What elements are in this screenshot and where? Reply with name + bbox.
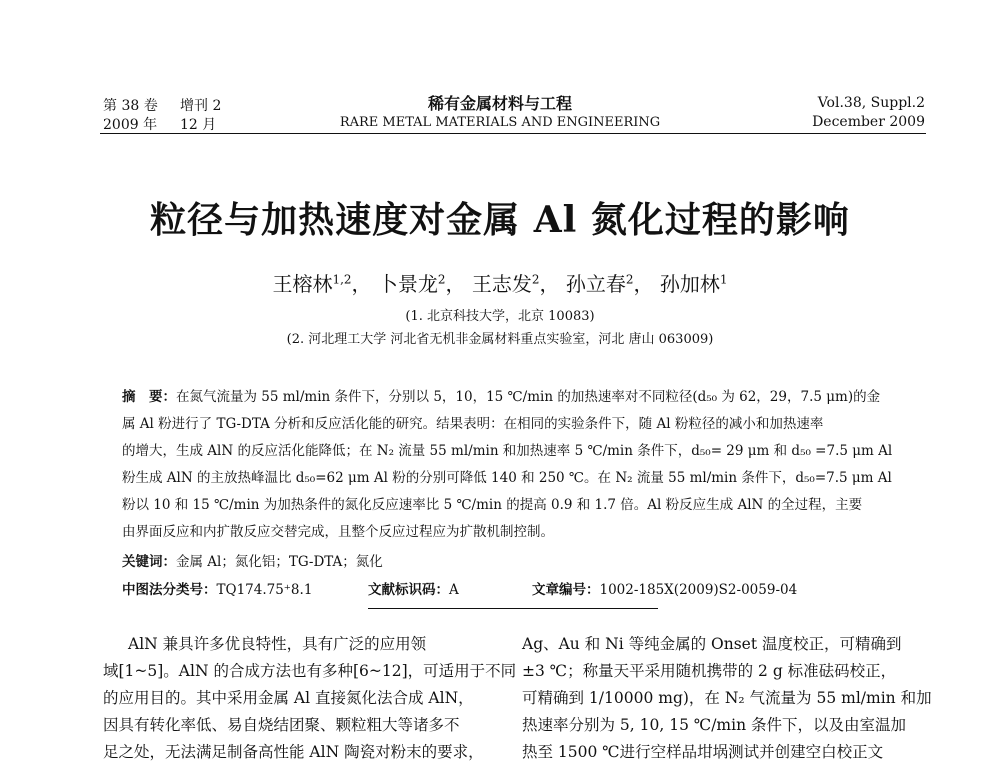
author-1: 王榕林$^{1,2}$ bbox=[272, 272, 352, 296]
body-left-line: AlN 兼具许多优良特性，具有广泛的应用领 bbox=[128, 635, 427, 653]
body-right-line: Ag、Au 和 Ni 等纯金属的 Onset 温度校正，可精确到 bbox=[522, 635, 902, 653]
keywords-label: 关键词： bbox=[122, 554, 176, 570]
abstract-line: 摘 要：在氮气流量为 55 ml/min 条件下，分别以 5，10，15 ℃/min 的加热速率对不同粒径(d₅₀ 为 62，29，7.5 μm)的金 bbox=[122, 389, 881, 405]
date-en: December 2009 bbox=[812, 114, 925, 130]
abstract-line: 粉以 10 和 15 ℃/min 为加热条件的氮化反应速率比 5 ℃/min 的提高 0.9 和 1.7 倍。Al 粉反应生成 AlN 的全过程，主要 bbox=[122, 497, 863, 513]
section-rule bbox=[368, 608, 658, 609]
journal-title-cn: 稀有金属材料与工程 bbox=[427, 94, 572, 113]
body-right-line: ±3 ℃；称量天平采用随机携带的 2 g 标准砝码校正， bbox=[522, 662, 897, 680]
article-number: 文章编号：1002-185X(2009)S2-0059-04 bbox=[532, 582, 798, 598]
author-2: 卜景龙$^2$ bbox=[377, 272, 446, 296]
author-list: 王榕林$^{1,2}$， 卜景龙$^2$， 王志发$^2$， 孙立春$^2$， 孙加林$^1$ bbox=[272, 272, 728, 296]
affiliation-2: (2. 河北理工大学 河北省无机非金属材料重点实验室，河北 唐山 063009) bbox=[286, 332, 714, 347]
abstract-line: 粉生成 AlN 的主放热峰温比 d₅₀=62 μm Al 粉的分别可降低 140 和 250 ℃。在 N₂ 流量 55 ml/min 条件下，d₅₀=7.5 μm Al bbox=[122, 470, 892, 486]
author-3: 王志发$^2$ bbox=[471, 272, 540, 296]
body-right-line: 可精确到 1/10000 mg)，在 N₂ 气流量为 55 ml/min 和加 bbox=[522, 689, 932, 707]
affiliation-1: (1. 北京科技大学，北京 10083) bbox=[405, 309, 595, 324]
body-right-line: 热速率分别为 5, 10, 15 ℃/min 条件下，以及由室温加 bbox=[522, 716, 906, 734]
paper-title: 粒径与加热速度对金属 Al 氮化过程的影响 bbox=[150, 199, 850, 241]
abstract-line: 由界面反应和内扩散反应交替完成，且整个反应过程应为扩散机制控制。 bbox=[122, 524, 554, 540]
abstract-line: 属 Al 粉进行了 TG-DTA 分析和反应活化能的研究。结果表明：在相同的实验条件下，随 Al 粉粒径的减小和加热速率 bbox=[122, 416, 824, 432]
body-left-line: 的应用目的。其中采用金属 Al 直接氮化法合成 AlN， bbox=[103, 689, 474, 707]
abstract-label: 摘 要： bbox=[122, 389, 176, 405]
month-label: 12 月 bbox=[180, 117, 217, 133]
author-5: 孙加林$^1$ bbox=[659, 272, 728, 296]
header-rule bbox=[100, 133, 926, 134]
doc-code: 文献标识码：A bbox=[368, 582, 459, 598]
suppl-label: 增刊 2 bbox=[180, 98, 222, 114]
body-left-line: 域[1~5]。AlN 的合成方法也有多种[6~12]，可适用于不同 bbox=[103, 662, 517, 680]
body-left-line: 因具有转化率低、易自烧结团聚、颗粒粗大等诸多不 bbox=[103, 716, 460, 734]
keywords: 关键词：金属 Al；氮化铝；TG-DTA；氮化 bbox=[122, 554, 383, 570]
volume-en: Vol.38, Suppl.2 bbox=[817, 95, 925, 111]
journal-title-en: RARE METAL MATERIALS AND ENGINEERING bbox=[339, 115, 661, 130]
body-right-line: 热至 1500 ℃进行空样品坩埚测试并创建空白校正文 bbox=[522, 743, 884, 761]
year-label: 2009 年 bbox=[103, 117, 158, 133]
clc-number: 中图法分类号：TQ174.75⁺8.1 bbox=[122, 582, 313, 598]
body-left-line: 足之处，无法满足制备高性能 AlN 陶瓷对粉末的要求， bbox=[103, 743, 484, 761]
author-4: 孙立春$^2$ bbox=[565, 272, 634, 296]
volume-label: 第 38 卷 bbox=[103, 98, 158, 114]
abstract-line: 的增大，生成 AlN 的反应活化能降低；在 N₂ 流量 55 ml/min 和加热速率 5 ℃/min 条件下，d₅₀= 29 μm 和 d₅₀ =7.5 μm Al bbox=[122, 443, 893, 459]
